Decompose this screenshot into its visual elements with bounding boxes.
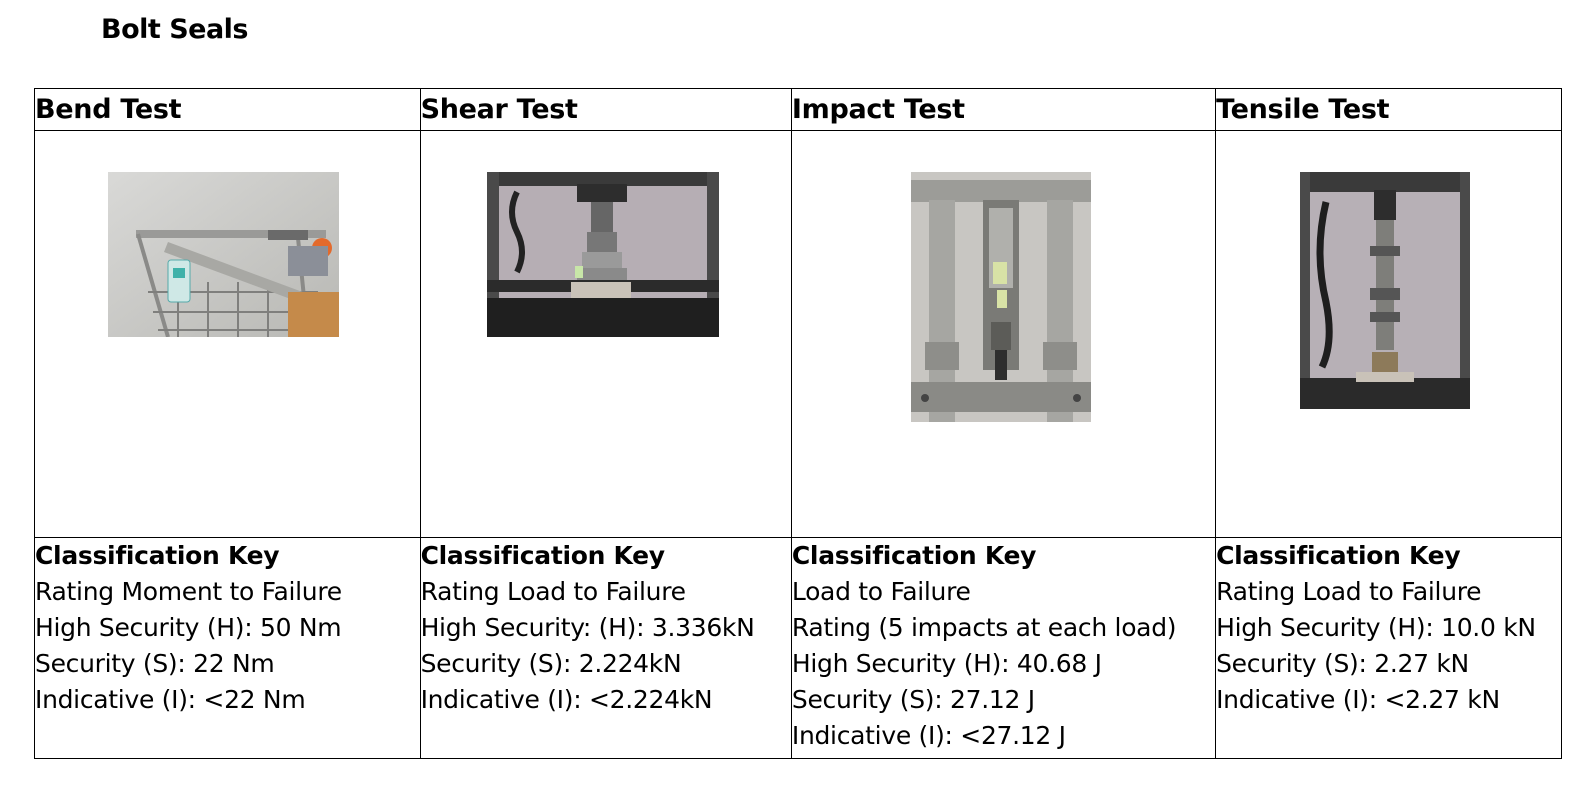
- classification-line: Indicative (I): <2.27 kN: [1216, 685, 1500, 714]
- classification-line: Security (S): 2.27 kN: [1216, 649, 1469, 678]
- classification-line: High Security: (H): 3.336kN: [420, 613, 755, 642]
- classification-cell-impact: [791, 538, 1215, 759]
- classification-cell-shear: [420, 538, 791, 759]
- classification-line: High Security (H): 50 Nm: [35, 613, 342, 642]
- classification-line: Rating (5 impacts at each load): [791, 613, 1177, 642]
- classification-line: Rating Load to Failure: [420, 577, 686, 606]
- classification-key-title: Classification Key: [35, 541, 280, 570]
- test-table: [34, 88, 1562, 759]
- shear-test-rig-photo: [487, 172, 719, 337]
- classification-line: Security (S): 22 Nm: [35, 649, 275, 678]
- photo-row: [35, 131, 1562, 538]
- classification-cell-bend: [35, 538, 421, 759]
- classification-row: [35, 538, 1562, 759]
- impact-test-rig-photo: [911, 172, 1091, 422]
- photo-cell-tensile: [1216, 131, 1562, 538]
- tensile-test-rig-photo: [1300, 172, 1470, 409]
- column-header-impact: Impact Test: [791, 89, 1215, 131]
- classification-line: Indicative (I): <22 Nm: [35, 685, 306, 714]
- page-title: Bolt Seals: [101, 14, 248, 45]
- column-header-tensile: Tensile Test: [1216, 89, 1562, 131]
- classification-line: Security (S): 2.224kN: [420, 649, 682, 678]
- column-header-bend: Bend Test: [35, 89, 421, 131]
- photo-cell-impact: [791, 131, 1215, 538]
- classification-key-title: Classification Key: [791, 541, 1037, 570]
- photo-cell-shear: [420, 131, 791, 538]
- header-row: [35, 89, 1562, 131]
- classification-line: High Security (H): 10.0 kN: [1216, 613, 1536, 642]
- classification-line: Rating Moment to Failure: [35, 577, 342, 606]
- classification-line: Indicative (I): <2.224kN: [420, 685, 713, 714]
- classification-line: Indicative (I): <27.12 J: [791, 721, 1066, 750]
- classification-key-title: Classification Key: [1216, 541, 1461, 570]
- classification-cell-tensile: [1216, 538, 1562, 759]
- classification-line: Security (S): 27.12 J: [791, 685, 1035, 714]
- classification-line: High Security (H): 40.68 J: [791, 649, 1102, 678]
- classification-line: Rating Load to Failure: [1216, 577, 1482, 606]
- classification-key-title: Classification Key: [420, 541, 665, 570]
- photo-cell-bend: [35, 131, 421, 538]
- column-header-shear: Shear Test: [420, 89, 791, 131]
- classification-line: Load to Failure: [791, 577, 971, 606]
- bend-test-rig-photo: [108, 172, 339, 337]
